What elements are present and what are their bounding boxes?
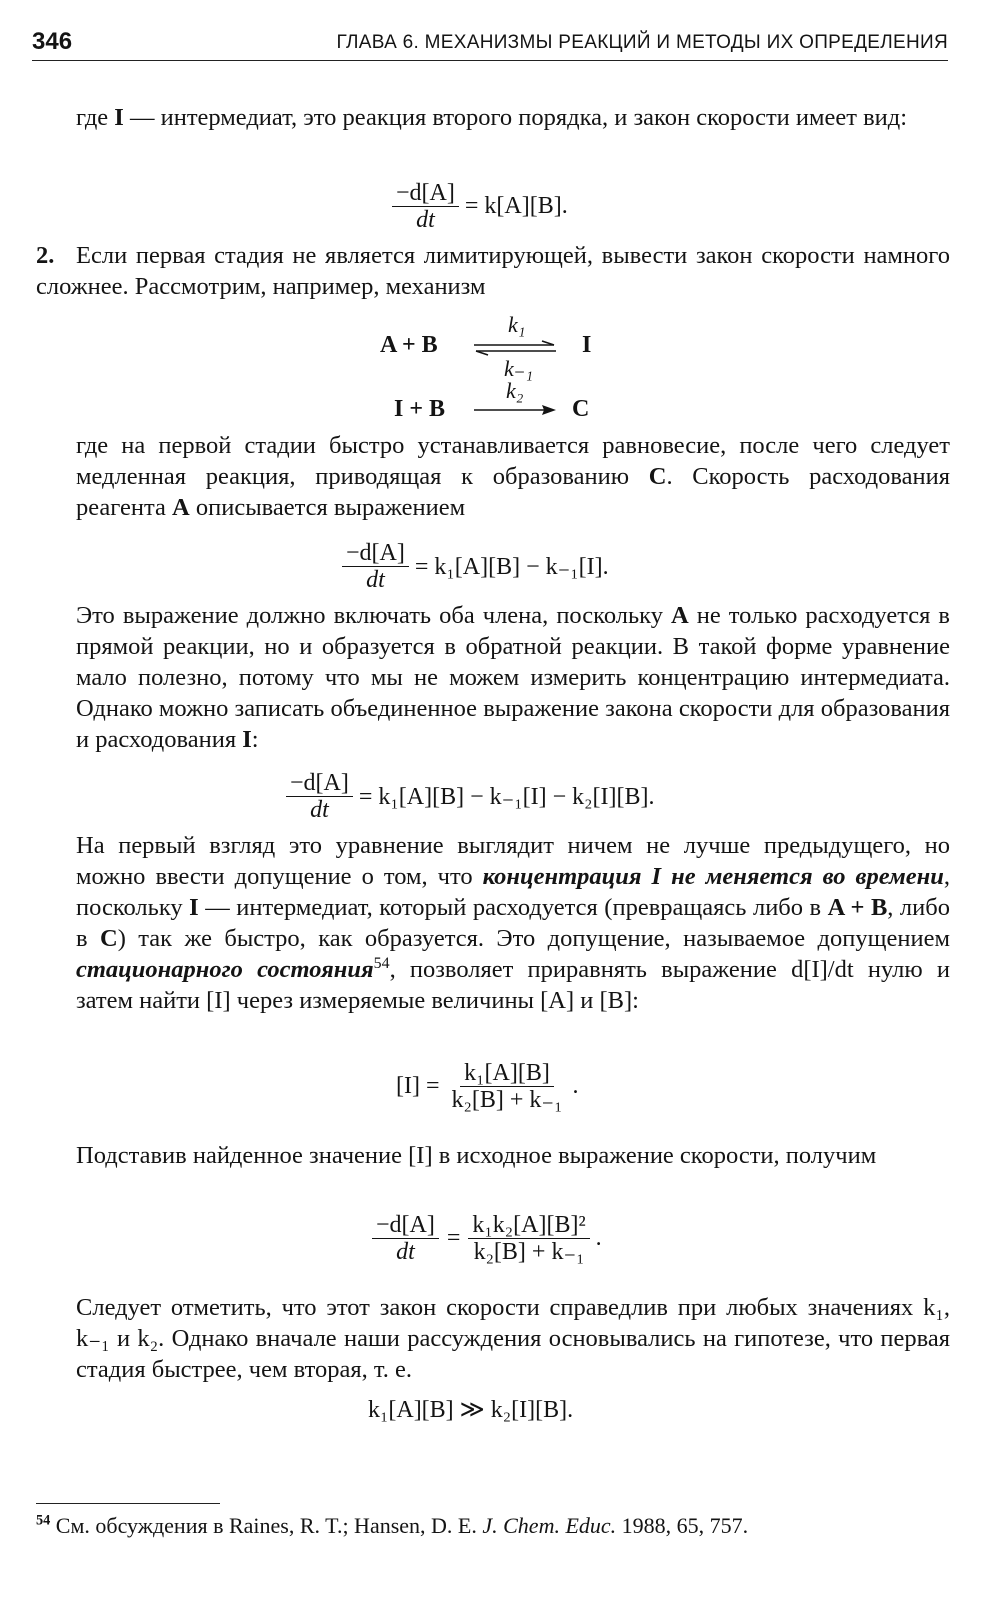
- paragraph-4: На первый взгляд это уравнение выглядит ничем не лучше предыдущего, но можно ввести допущение о том, что концентрация I не меняется во времени, поскольку I — интермедиат, который расходуется (превращаясь либо в A + B, либо в C) так же быстро, как образуется. Это допущение, называемое допущением стационарного состояния$^{54}$, позволяет приравнять выражение d[I]/dt нулю и затем найти [I] через измеряемые величины [A] и [B]:: [76, 832, 950, 1014]
- list-item-2: 2. Если первая стадия не является лимитирующей, вывести закон скорости намного сложнее. Рассмотрим, например, механизм: [36, 242, 950, 300]
- paragraph-1: где I — интермедиат, это реакция второго порядка, и закон скорости имеет вид:: [76, 104, 908, 131]
- fraction: $\frac{\text{k₁k₂[A][B]²}}{\text{k₂[B] + k₋₁}}$: [468, 1212, 589, 1265]
- rate-constant-k1: k₁: [508, 312, 526, 337]
- chapter-title: ГЛАВА 6. МЕХАНИЗМЫ РЕАКЦИЙ И МЕТОДЫ ИХ ОПРЕДЕЛЕНИЯ: [336, 32, 948, 53]
- equation-2: $\frac{-d[A]}{dt}$ = k₁[A][B] − k₋₁[I].: [342, 540, 609, 593]
- equation-1: $\frac{-d[A]}{dt}$ = k[A][B].: [392, 180, 568, 233]
- fraction: $\frac{-d[A]}{dt}$: [342, 540, 409, 593]
- page-number: 346: [32, 28, 73, 55]
- fraction: $\frac{-d[A]}{dt}$: [392, 180, 459, 233]
- rate-constant-k2: k₂: [506, 378, 524, 403]
- paragraph-6: Следует отметить, что этот закон скорости справедлив при любых значениях k₁, k₋₁ и k₂. Однако вначале наши рассуждения основывались на гипотезе, что первая стадия быстрее, чем вторая, т. е.: [76, 1294, 950, 1383]
- footnote-divider: [36, 1503, 220, 1504]
- footnote-reference[interactable]: 54: [373, 954, 390, 972]
- equation-6: k₁[A][B] ≫ k₂[I][B].: [368, 1397, 574, 1423]
- fraction: $\frac{-d[A]}{dt}$: [372, 1212, 439, 1265]
- equation-5: $\frac{-d[A]}{dt}$ = $\frac{\text{k₁k₂[A][B]²}}{\text{k₂[B] + k₋₁}}$ .: [372, 1212, 602, 1265]
- reaction-mechanism: [380, 312, 620, 422]
- equilibrium-arrow-icon: [472, 340, 558, 356]
- paragraph-3: Это выражение должно включать оба члена, поскольку A не только расходуется в прямой реакции, но и образуется в обратной реакции. В такой форме уравнение мало полезно, потому что мы не можем измерить концентрацию интермедиата. Однако можно записать объединенное выражение закона скорости для образования и расходования I:: [76, 602, 950, 753]
- footnote-number: 54: [36, 1512, 51, 1529]
- reactants-a-b: A + B: [380, 332, 438, 358]
- product-c: C: [572, 396, 590, 422]
- forward-arrow-icon: [472, 404, 558, 416]
- rate-constant-k-1: k₋₁: [504, 356, 534, 381]
- page-header: [32, 26, 948, 61]
- fraction: $\frac{-d[A]}{dt}$: [286, 770, 353, 823]
- paragraph-2: где на первой стадии быстро устанавливается равновесие, после чего следует медленная реакция, приводящая к образованию C. Скорость расходования реагента A описывается выражением: [76, 432, 950, 521]
- reactants-i-b: I + B: [394, 396, 446, 422]
- equation-3: $\frac{-d[A]}{dt}$ = k₁[A][B] − k₋₁[I] − k₂[I][B].: [286, 770, 655, 823]
- fraction: $\frac{\text{k₁[A][B]}}{\text{k₂[B] + k₋₁}}$: [451, 1060, 563, 1113]
- paragraph-5: Подставив найденное значение [I] в исходное выражение скорости, получим: [76, 1142, 877, 1169]
- product-i: I: [582, 332, 592, 358]
- footnote: $^{54}$ См. обсуждения в Raines, R. T.; Hansen, D. E. J. Chem. Educ. 1988, 65, 757.: [36, 1512, 749, 1538]
- equation-4: [I] = $\frac{\text{k₁[A][B]}}{\text{k₂[B] + k₋₁}}$ .: [396, 1060, 579, 1113]
